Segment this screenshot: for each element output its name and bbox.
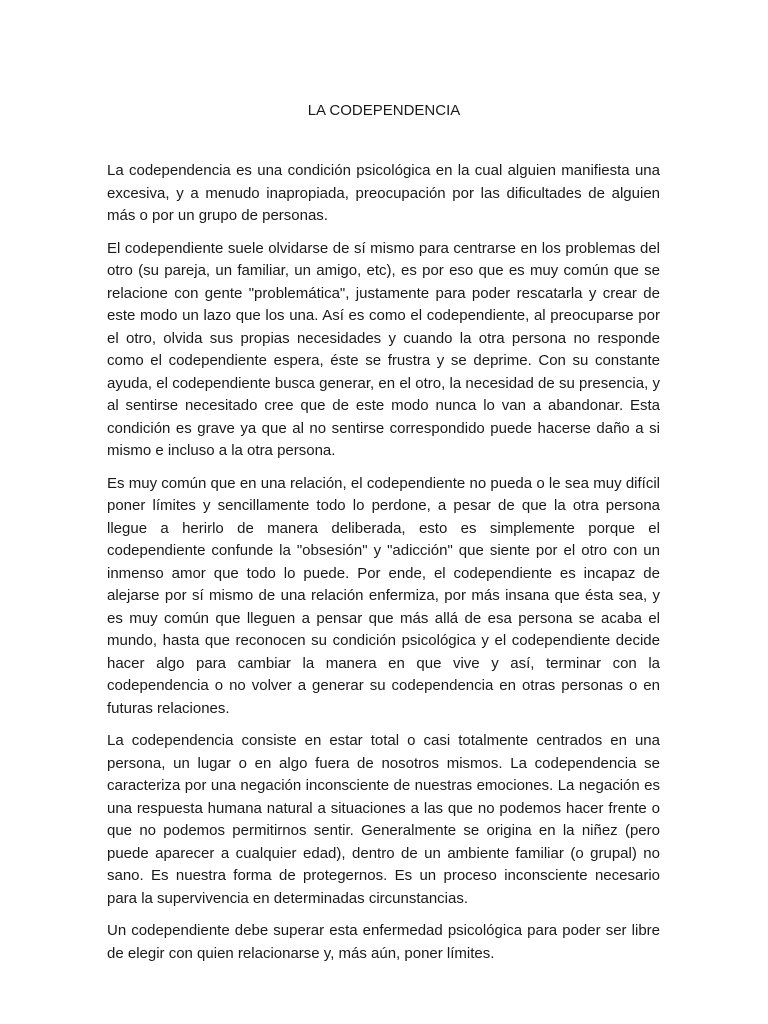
document-title: LA CODEPENDENCIA [307,102,461,119]
paragraph-1: La codependencia es una condición psicológica en la cual alguien manifiesta una excesiva, y a menudo inapropiada, preocupación por las dificultades de alguien más o por un grupo de personas. [107,162,660,224]
document-body [107,160,660,975]
paragraph-5: Un codependiente debe superar esta enfermedad psicológica para poder ser libre de elegir con quien relacionarse y, más aún, poner límites. [107,922,660,962]
paragraph-4: La codependencia consiste en estar total o casi totalmente centrados en una persona, un lugar o en algo fuera de nosotros mismos. La codependencia se caracteriza por una negación inconsciente de nuestras emociones. La negación es una respuesta humana natural a situaciones a las que no podemos hacer frente o que no podemos permitirnos sentir. Generalmente se origina en la niñez (pero puede aparecer a cualquier edad), dentro de un ambiente familiar (o grupal) no sano. Es nuestra forma de protegernos. Es un proceso inconsciente necesario para la supervivencia en determinadas circunstancias. [107,732,660,907]
paragraph-3: Es muy común que en una relación, el codependiente no pueda o le sea muy difícil poner límites y sencillamente todo lo perdone, a pesar de que la otra persona llegue a herirlo de manera deliberada, esto es simplemente porque el codependiente confunde la "obsesión" y "adicción" que siente por el otro con un inmenso amor que todo lo puede. Por ende, el codependiente es incapaz de alejarse por sí mismo de una relación enfermiza, por más insana que ésta sea, y es muy común que lleguen a pensar que más allá de esa persona se acaba el mundo, hasta que reconocen su condición psicológica y el codependiente decide hacer algo para cambiar la manera en que vive y así, terminar con la codependencia o no volver a generar su codependencia en otras personas o en futuras relaciones. [107,474,660,717]
paragraph-2: El codependiente suele olvidarse de sí mismo para centrarse en los problemas del otro (su pareja, un familiar, un amigo, etc), es por eso que es muy común que se relacione con gente "problemática", justamente para poder rescatarla y crear de este modo un lazo que los una. Así es como el codependiente, al preocuparse por el otro, olvida sus propias necesidades y cuando la otra persona no responde como el codependiente espera, éste se frustra y se deprime. Con su constante ayuda, el codependiente busca generar, en el otro, la necesidad de su presencia, y al sentirse necesitado cree que de este modo nunca lo van a abandonar. Esta condición es grave ya que al no sentirse correspondido puede hacerse daño a si mismo e incluso a la otra persona. [107,239,660,459]
